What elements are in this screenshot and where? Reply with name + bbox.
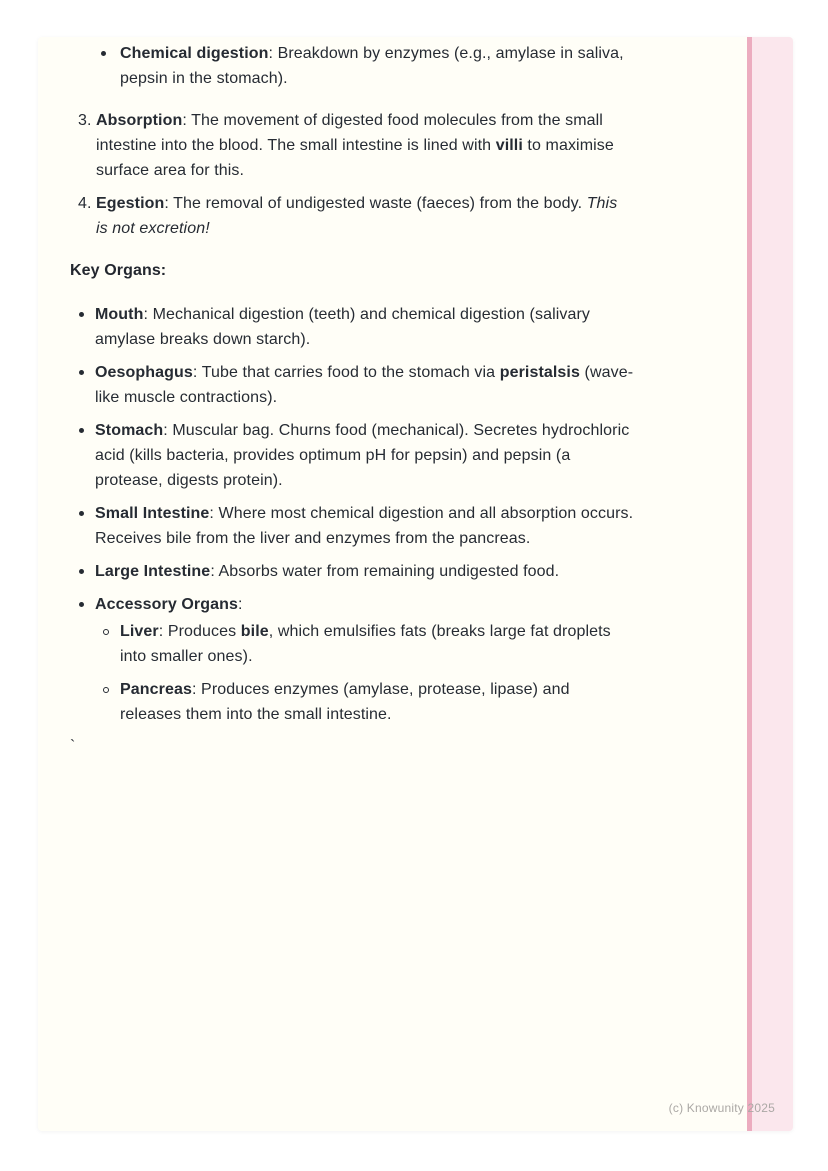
item-number: 3.: [78, 112, 92, 129]
list-item: [95, 619, 670, 669]
list-item: [70, 360, 670, 410]
circle-bullet-icon: [103, 687, 109, 693]
list-item-text: Absorption: The movement of digested food molecules from the small intestine into the blood. The small intestine is lined with villi to maximise surface area for this.: [96, 112, 614, 179]
list-item-text: Stomach: Muscular bag. Churns food (mechanical). Secretes hydrochloric acid (kills bacteria, provides optimum pH for pepsin) and pepsin (a protease, digests protein).: [95, 422, 630, 489]
accent-stripe: [747, 37, 793, 1131]
bullet-dot-icon: [101, 51, 106, 56]
section-heading: Key Organs:: [70, 262, 167, 279]
list-item-text: Large Intestine: Absorbs water from remaining undigested food.: [95, 563, 560, 580]
numbered-item: [70, 108, 670, 183]
list-item-text: Egestion: The removal of undigested waste (faeces) from the body. This is not excretion!: [96, 195, 618, 237]
list-item: [70, 302, 670, 352]
list-item: [70, 559, 670, 584]
stray-backtick: `: [70, 738, 76, 755]
list-item: [70, 41, 670, 91]
list-item-text: Pancreas: Produces enzymes (amylase, protease, lipase) and releases them into the small intestine.: [120, 681, 570, 723]
circle-bullet-icon: [103, 629, 109, 635]
numbered-item: [70, 191, 670, 241]
list-item-text: Chemical digestion: Breakdown by enzymes (e.g., amylase in saliva, pepsin in the stomach).: [120, 45, 624, 87]
list-item: [70, 418, 670, 493]
list-item-text: Small Intestine: Where most chemical digestion and all absorption occurs. Receives bile from the liver and enzymes from the pancreas.: [95, 505, 634, 547]
content-area: [70, 41, 670, 759]
list-item: [95, 677, 670, 727]
document-page: [38, 37, 793, 1131]
bullet-dot-icon: [79, 569, 84, 574]
organs-bullet-list: [70, 302, 670, 727]
list-item-text: Mouth: Mechanical digestion (teeth) and chemical digestion (salivary amylase breaks down starch).: [95, 306, 591, 348]
list-item-text: Oesophagus: Tube that carries food to the stomach via peristalsis (wave-like muscle contractions).: [95, 364, 634, 406]
bullet-dot-icon: [79, 511, 84, 516]
bullet-dot-icon: [79, 428, 84, 433]
footer-copyright: (c) Knowunity 2025: [668, 1101, 775, 1115]
list-item-text: Liver: Produces bile, which emulsifies fats (breaks large fat droplets into smaller ones).: [120, 623, 611, 665]
bullet-dot-icon: [79, 370, 84, 375]
list-item-text: Accessory Organs:: [95, 596, 243, 613]
bullet-dot-icon: [79, 312, 84, 317]
list-item: [70, 592, 670, 727]
item-number: 4.: [78, 195, 92, 212]
numbered-list: [70, 108, 670, 241]
bullet-dot-icon: [79, 602, 84, 607]
list-item: [70, 501, 670, 551]
sub-bullet-list: [95, 619, 670, 727]
intro-bullet-list: [70, 41, 670, 91]
